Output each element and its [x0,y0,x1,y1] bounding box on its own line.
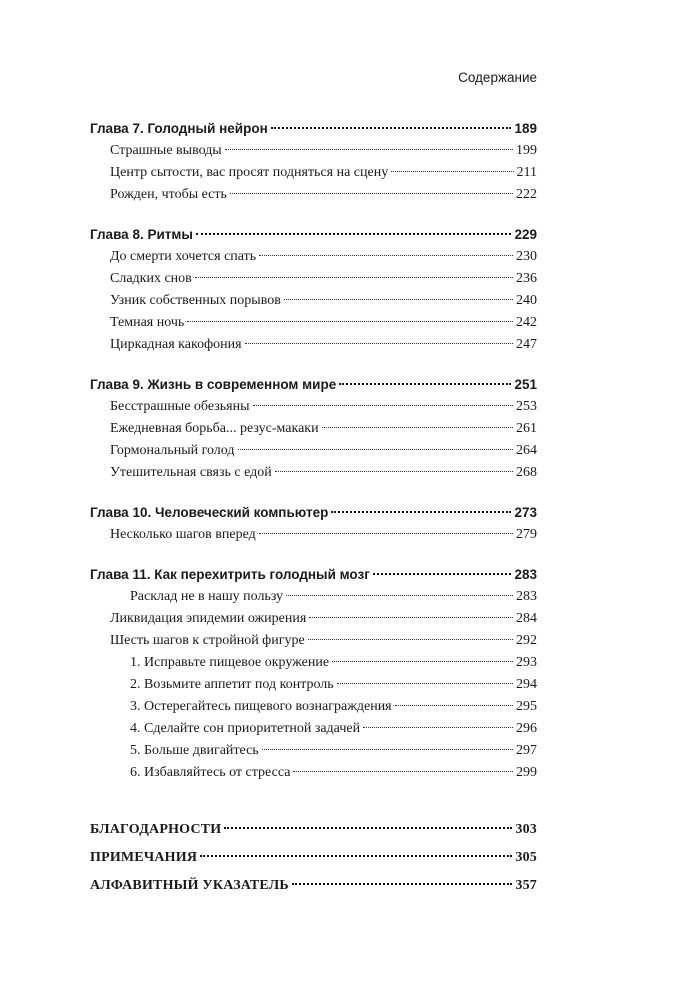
toc-entry[interactable] [90,462,537,484]
dot-leader [187,321,513,322]
chapter-heading-page-number: 273 [514,505,537,520]
toc-entry-page-number: 297 [516,743,537,758]
toc-entry[interactable] [90,162,537,184]
dot-leader [373,573,512,575]
toc-entry-title: Центр сытости, вас просят подняться на сцену [110,165,389,180]
toc-entry-title: Бесстрашные обезьяны [110,399,250,414]
toc-entry-page-number: 279 [516,527,537,542]
toc-entry-title: Узник собственных порывов [110,293,281,308]
back-matter-entry-title: БЛАГОДАРНОСТИ [90,822,222,837]
toc-entry[interactable] [90,184,537,206]
dot-leader [200,855,512,857]
toc-entry[interactable] [90,674,537,696]
toc-entry-page-number: 211 [516,165,537,180]
chapter-heading-page-number: 189 [514,121,537,136]
toc-entry-title: Темная ночь [110,315,185,330]
toc-entry[interactable] [90,246,537,268]
toc-entry[interactable] [90,396,537,418]
toc-entry-page-number: 222 [516,187,537,202]
dot-leader [225,149,513,150]
toc-entry-title: Рожден, чтобы есть [110,187,227,202]
dot-leader [224,827,512,829]
dot-leader [275,471,513,472]
toc-entry-title: Шесть шагов к стройной фигуре [110,633,305,648]
chapter-heading-page-number: 229 [514,227,537,242]
toc-entry-title: 6. Избавляйтесь от стресса [130,765,291,780]
dot-leader [339,383,511,385]
chapter-heading-title: Глава 8. Ритмы [90,227,193,242]
toc-entry[interactable] [90,312,537,334]
chapter-block [90,224,537,356]
toc-entry[interactable] [90,762,537,784]
toc-entry-page-number: 242 [516,315,537,330]
toc-entry-page-number: 293 [516,655,537,670]
dot-leader [331,511,511,513]
toc-entry[interactable] [90,440,537,462]
chapter-block [90,374,537,484]
toc-entry[interactable] [90,140,537,162]
back-matter-entry[interactable] [90,816,537,844]
chapter-heading[interactable] [90,118,537,140]
chapter-heading[interactable] [90,564,537,586]
toc-entry[interactable] [90,418,537,440]
dot-leader [230,193,513,194]
toc-entry-page-number: 240 [516,293,537,308]
toc-entry-title: Ежедневная борьба... резус-макаки [110,421,319,436]
toc-entry-page-number: 284 [516,611,537,626]
back-matter-entry-title: ПРИМЕЧАНИЯ [90,850,198,865]
chapter-block [90,502,537,546]
toc-entry-page-number: 261 [516,421,537,436]
chapter-heading[interactable] [90,502,537,524]
dot-leader [363,727,513,728]
toc-entry-page-number: 236 [516,271,537,286]
chapter-heading[interactable] [90,224,537,246]
back-matter-entry-page-number: 303 [515,822,537,837]
toc-entry-page-number: 283 [516,589,537,604]
toc-entry-page-number: 253 [516,399,537,414]
toc-entry-title: Страшные выводы [110,143,222,158]
toc-entry[interactable] [90,608,537,630]
dot-leader [395,705,513,706]
back-matter-entry[interactable] [90,872,537,900]
section-spacer [90,206,537,224]
dot-leader [259,533,513,534]
back-matter-entry-page-number: 305 [515,850,537,865]
toc-entry-title: Сладких снов [110,271,192,286]
chapter-block [90,564,537,784]
toc-entry[interactable] [90,268,537,290]
back-matter-entry-page-number: 357 [515,878,537,893]
toc-entry[interactable] [90,586,537,608]
toc-entry[interactable] [90,524,537,546]
chapter-heading-page-number: 251 [514,377,537,392]
section-spacer [90,546,537,564]
toc-entry-page-number: 199 [516,143,537,158]
dot-leader [309,617,513,618]
dot-leader [332,661,513,662]
toc-entry-title: Расклад не в нашу пользу [130,589,284,604]
dot-leader [322,427,513,428]
dot-leader [259,255,513,256]
toc-entry[interactable] [90,652,537,674]
dot-leader [195,277,513,278]
toc-entry-page-number: 299 [516,765,537,780]
dot-leader [286,595,513,596]
toc-entry-page-number: 295 [516,699,537,714]
dot-leader [292,883,513,885]
toc-entry-page-number: 230 [516,249,537,264]
toc-entry[interactable] [90,290,537,312]
dot-leader [337,683,513,684]
back-matter-entry-title: АЛФАВИТНЫЙ УКАЗАТЕЛЬ [90,878,289,893]
toc-entry-page-number: 296 [516,721,537,736]
chapter-heading-title: Глава 10. Человеческий компьютер [90,505,329,520]
toc-entry-page-number: 292 [516,633,537,648]
toc-entry-title: 4. Сделайте сон приоритетной задачей [130,721,361,736]
toc-entry[interactable] [90,740,537,762]
dot-leader [308,639,513,640]
dot-leader [391,171,513,172]
toc-entry-page-number: 268 [516,465,537,480]
dot-leader [196,233,512,235]
toc-entry-title: Циркадная какофония [110,337,242,352]
dot-leader [245,343,513,344]
dot-leader [253,405,513,406]
toc-entry-title: Утешительная связь с едой [110,465,272,480]
section-spacer [90,784,537,802]
chapter-heading-page-number: 283 [514,567,537,582]
chapter-heading-title: Глава 7. Голодный нейрон [90,121,268,136]
dot-leader [262,749,513,750]
back-matter-entry[interactable] [90,844,537,872]
toc-entry-title: Несколько шагов вперед [110,527,256,542]
toc-entry[interactable] [90,334,537,356]
toc-entry-title: Гормональный голод [110,443,235,458]
toc-entry[interactable] [90,718,537,740]
chapter-heading-title: Глава 9. Жизнь в современном мире [90,377,337,392]
toc-entry-title: 3. Остерегайтесь пищевого вознаграждения [130,699,392,714]
toc-entry-title: До смерти хочется спать [110,249,257,264]
table-of-contents [90,118,537,900]
toc-entry-title: 5. Больше двигайтесь [130,743,259,758]
toc-entry-title: Ликвидация эпидемии ожирения [110,611,307,626]
toc-entry-title: 2. Возьмите аппетит под контроль [130,677,334,692]
toc-entry-title: 1. Исправьте пищевое окружение [130,655,330,670]
chapter-heading[interactable] [90,374,537,396]
toc-entry-page-number: 294 [516,677,537,692]
dot-leader [271,127,512,129]
chapter-block [90,118,537,206]
toc-entry-page-number: 247 [516,337,537,352]
toc-entry[interactable] [90,630,537,652]
section-spacer [90,356,537,374]
back-matter [90,816,537,900]
running-head: Содержание [458,70,537,85]
toc-entry-page-number: 264 [516,443,537,458]
dot-leader [293,771,513,772]
dot-leader [238,449,513,450]
section-spacer [90,484,537,502]
chapter-heading-title: Глава 11. Как перехитрить голодный мозг [90,567,370,582]
dot-leader [284,299,513,300]
toc-entry[interactable] [90,696,537,718]
